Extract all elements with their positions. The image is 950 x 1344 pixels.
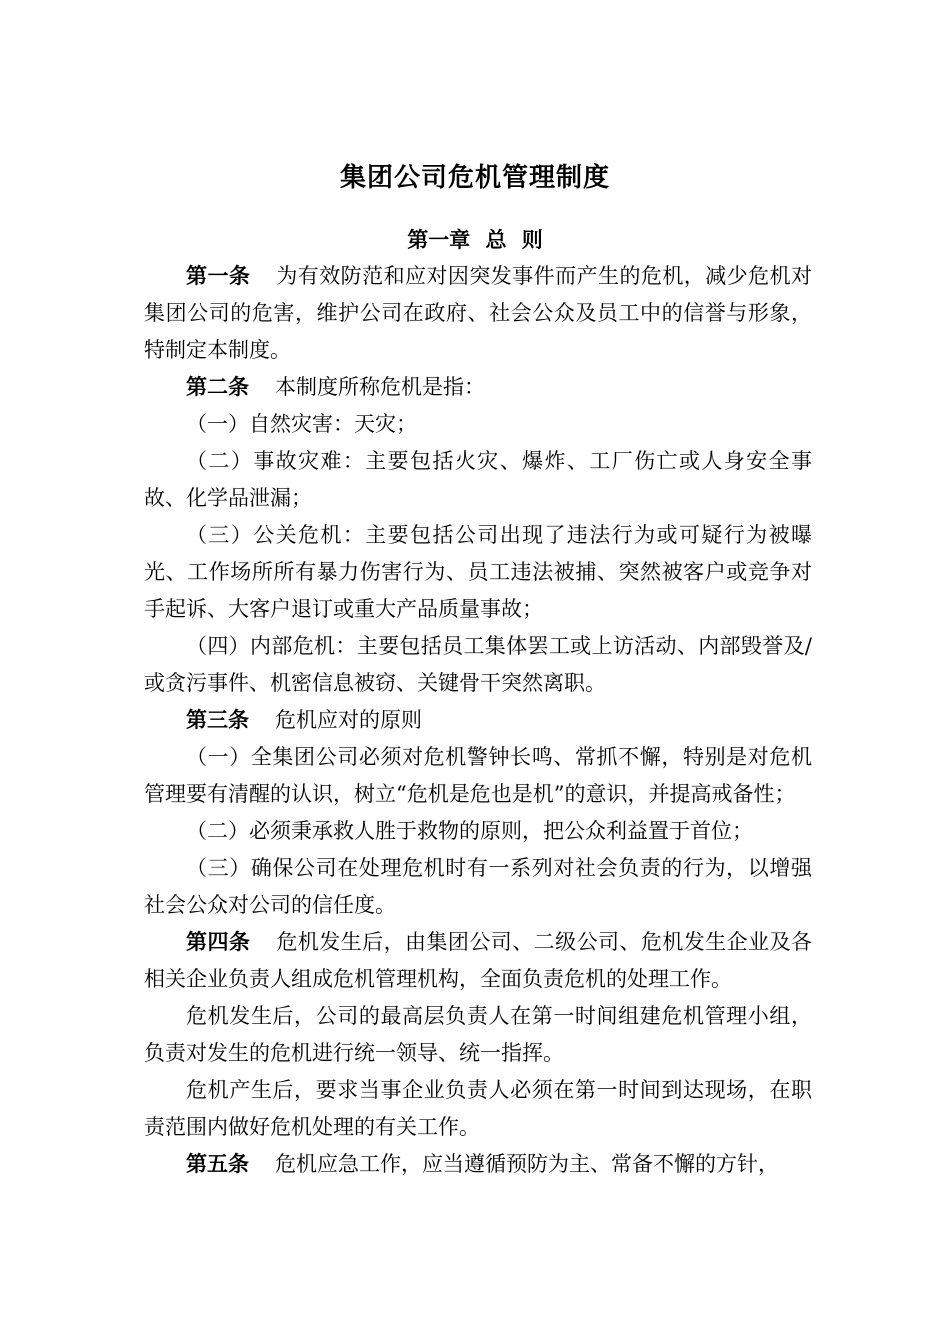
paragraph-text: 本制度所称危机是指：: [275, 375, 485, 399]
document-body: [144, 258, 812, 1183]
chapter-heading: 第一章 总 则: [407, 228, 543, 252]
list-item-paragraph: [144, 628, 812, 702]
list-item-paragraph: [144, 443, 812, 517]
body-paragraph: [144, 1072, 812, 1146]
paragraph-text: 危机发生后，由集团公司、二级公司、危机发生企业及各相关企业负责人组成危机管理机构，全面负责危机的处理工作。: [144, 930, 813, 991]
article-1-paragraph: [144, 258, 812, 369]
list-item-paragraph: [144, 739, 812, 813]
list-item-paragraph: [144, 406, 812, 443]
paragraph-text: 危机应对的原则: [275, 708, 422, 732]
paragraph-text: （一）自然灾害：天灾；: [186, 412, 417, 436]
list-item-paragraph: [144, 813, 812, 850]
paragraph-text: 为有效防范和应对因突发事件而产生的危机，减少危机对集团公司的危害，维护公司在政府、社会公众及员工中的信誉与形象，特制定本制度。: [144, 264, 813, 362]
paragraph-text: （三）公关危机：主要包括公司出现了违法行为或可疑行为被曝光、工作场所所有暴力伤害行为、员工违法被捕、突然被客户或竞争对手起诉、大客户退订或重大产品质量事故；: [144, 523, 812, 621]
article-number: 第一条: [186, 264, 251, 288]
list-item-paragraph: [144, 850, 812, 924]
article-number: 第二条: [186, 375, 249, 399]
paragraph-text: 危机发生后，公司的最高层负责人在第一时间组建危机管理小组，负责对发生的危机进行统一领导、统一指挥。: [144, 1004, 812, 1065]
paragraph-text: 危机应急工作，应当遵循预防为主、常备不懈的方针，: [275, 1152, 779, 1176]
paragraph-text: （三）确保公司在处理危机时有一系列对社会负责的行为，以增强社会公众对公司的信任度。: [144, 856, 812, 917]
article-5-paragraph: [144, 1146, 812, 1183]
paragraph-text: （四）内部危机：主要包括员工集体罢工或上访活动、内部毁誉及/或贪污事件、机密信息被窃、关键骨干突然离职。: [144, 634, 812, 695]
paragraph-text: （一）全集团公司必须对危机警钟长鸣、常抓不懈，特别是对危机管理要有清醒的认识，树立“危机是危也是机”的意识，并提高戒备性；: [144, 745, 812, 806]
document-title: 集团公司危机管理制度: [339, 163, 610, 193]
article-number: 第三条: [186, 708, 249, 732]
article-2-paragraph: [144, 369, 812, 406]
body-paragraph: [144, 998, 812, 1072]
paragraph-text: 危机产生后，要求当事企业负责人必须在第一时间到达现场，在职责范围内做好危机处理的有关工作。: [144, 1078, 812, 1139]
list-item-paragraph: [144, 517, 812, 628]
article-number: 第四条: [186, 930, 251, 954]
paragraph-text: （二）事故灾难：主要包括火灾、爆炸、工厂伤亡或人身安全事故、化学品泄漏；: [144, 449, 812, 510]
paragraph-text: （二）必须秉承救人胜于救物的原则，把公众利益置于首位；: [186, 819, 753, 843]
article-number: 第五条: [186, 1152, 249, 1176]
article-4-paragraph: [144, 924, 812, 998]
article-3-paragraph: [144, 702, 812, 739]
